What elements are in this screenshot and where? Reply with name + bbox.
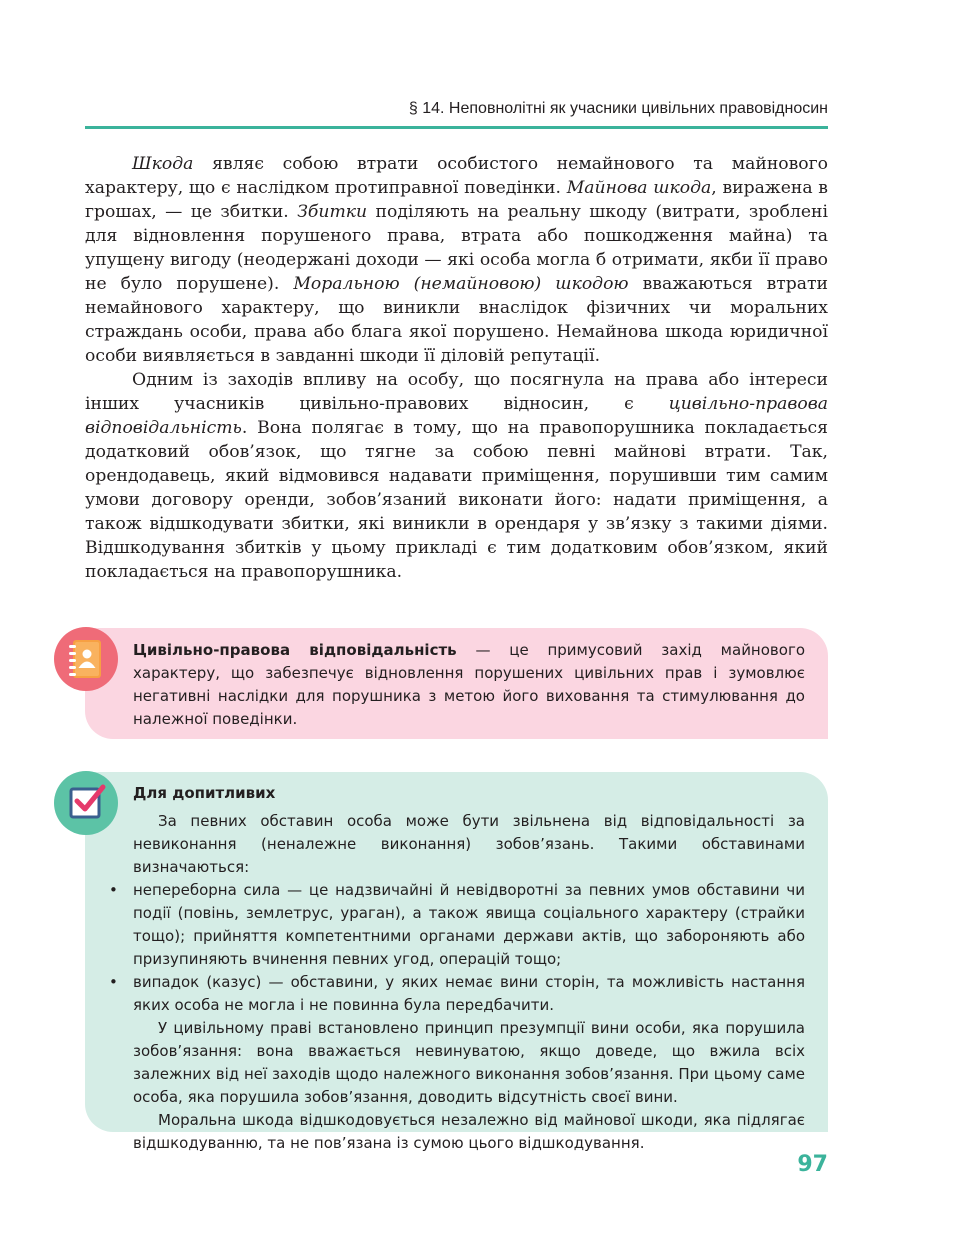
info-paragraph-moral-damage: Моральна шкода відшкодовується незалежно від майнової шкоди, яка підлягає відшкодуванню, та не пов’язана із сумою цього відшкодування. <box>133 1111 805 1152</box>
term-moralna-shkoda: Моральною (немайновою) шкодою <box>293 274 629 294</box>
running-header: § 14. Неповнолітні як учасники цивільних правовідносин <box>408 100 828 117</box>
text-span: поділяють на реальну шкоду (витрати, зроблені для відновлення порушеного права, втрата або пошкодження майна) та упущену вигоду (неодержані доходи — які особа могла б отримати, якби її право не було порушене). <box>85 202 828 294</box>
info-paragraph-presumption: У цивільному праві встановлено принцип презумпції вини особи, яка порушила зобов’язання: вона вважається невинуватою, якщо доведе, що вжила всіх залежних від неї заходів щодо належного виконання зобов’язання. При цьому саме особа, яка порушила зобов’язання, доводить відсутність своєї вини. <box>133 1019 805 1106</box>
term-liability: цивільно-правова відповідальність <box>85 394 828 438</box>
contacts-book-icon <box>54 627 118 691</box>
text-span: являє собою втрати особистого немайнового та майнового характеру, що є наслідком протиправної поведінки. <box>85 154 828 198</box>
info-intro: За певних обставин особа може бути звільнена від відповідальності за невиконання (неналежне виконання) зобов’язань. Такими обставинами визначаються: <box>133 812 805 876</box>
definition-text <box>133 639 805 731</box>
info-bullet-casus <box>109 971 805 1017</box>
text-span: Одним із заходів впливу на особу, що посягнула на права або інтереси інших учасників цивільно-правових відносин, є <box>85 370 828 414</box>
bullet-dot: • <box>109 881 118 899</box>
header-divider <box>85 126 828 129</box>
text-span: вважаються втрати немайнового характеру, що виникли внаслідок фізичних чи моральних страждань особи, права або блага якої порушено. Немайнова шкода юридичної особи виявляється в завданні шкоди її діловій репутації. <box>85 274 828 366</box>
paragraph-damage <box>85 152 828 368</box>
bullet-text: випадок (казус) — обставини, у яких немає вини сторін, та можливість настання яких особа не могла і не повинна була передбачити. <box>133 973 805 1014</box>
definition-body: — це примусовий захід майнового характеру, що забезпечує відновлення порушених цивільних прав і зумовлює негативні наслідки для порушника з метою його виховання та стимулювання до належної поведінки. <box>133 641 805 728</box>
bullet-dot: • <box>109 973 118 991</box>
bullet-text: непереборна сила — це надзвичайні й невідворотні за певних умов обставини чи події (повінь, землетрус, ураган), а також явища соціального характеру (страйки тощо); прийняття компетентними органами держави актів, що забороняють або призупиняють вчинення певних угод, операцій тощо; <box>133 881 805 968</box>
info-title: Для допитливих <box>133 784 276 802</box>
definition-term: Цивільно-правова відповідальність <box>133 641 457 659</box>
paragraph-liability <box>85 368 828 584</box>
page-number: 97 <box>797 1152 828 1177</box>
text-span: , виражена в грошах, — це збитки. <box>85 178 828 222</box>
checkbox-icon <box>54 771 118 835</box>
term-zbytky: Збитки <box>297 202 368 222</box>
term-shkoda: Шкода <box>132 154 194 174</box>
term-mainova-shkoda: Майнова шкода <box>566 178 712 198</box>
main-text <box>85 152 828 584</box>
info-bullet-force-majeure <box>109 879 805 971</box>
info-content <box>109 810 805 1155</box>
text-span: . Вона полягає в тому, що на правопорушника покладається додатковий обов’язок, що тягне за собою певні майнові втрати. Так, орендодавець, який відмовився надавати приміщення, порушивши тим самим умови договору оренди, зобов’язаний виконати його: надати приміщення, а також відшкодувати збитки, які виникли в орендаря у зв’язку з такими діями. Відшкодування збитків у цьому прикладі є тим додатковим обов’язком, який покладається на правопорушника. <box>85 418 828 582</box>
